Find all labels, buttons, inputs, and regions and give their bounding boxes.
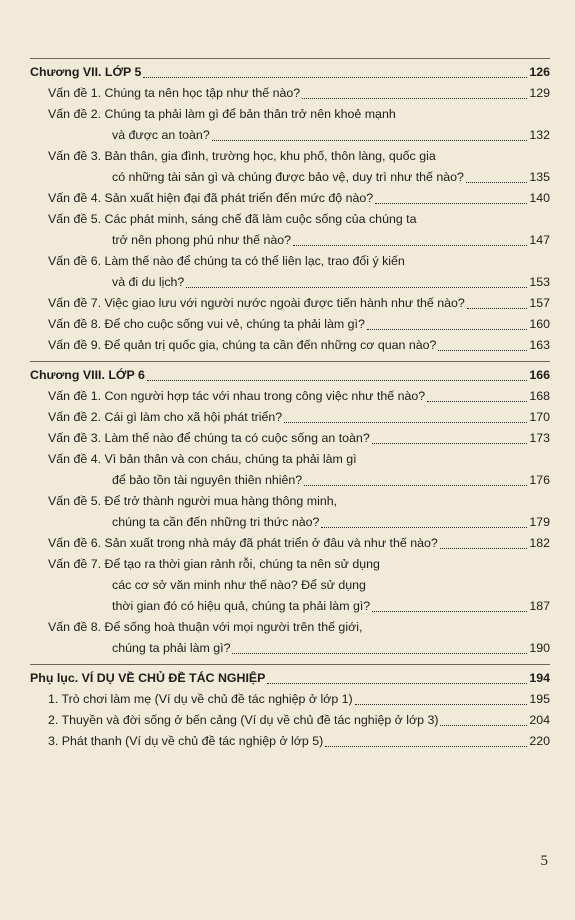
entry-page: 187 [529, 599, 550, 613]
toc-chapter [30, 361, 550, 659]
entry-page: 173 [529, 431, 550, 445]
entry-text: thời gian đó có hiệu quả, chúng ta phải làm gì? [112, 599, 371, 613]
entry-text: Vấn đề 7. Để tạo ra thời gian rảnh rỗi, chúng ta nên sử dụng [48, 557, 380, 571]
toc-entry[interactable] [30, 386, 550, 407]
entry-text: Vấn đề 1. Con người hợp tác với nhau trong công việc như thế nào? [48, 389, 426, 403]
entry-text: các cơ sở văn minh như thế nào? Để sử dụng [112, 578, 366, 592]
chapter-heading[interactable] [30, 61, 550, 83]
toc-entry-line [30, 470, 550, 491]
toc-entry-line [30, 710, 550, 731]
toc-entry[interactable] [30, 314, 550, 335]
toc-entry[interactable] [30, 104, 550, 146]
entry-text: để bảo tồn tài nguyên thiên nhiên? [112, 473, 303, 487]
chapter-title: Phụ lục. VÍ DỤ VỀ CHỦ ĐỀ TÁC NGHIỆP [30, 671, 266, 685]
dot-leader [267, 683, 527, 684]
toc-entry-line [30, 293, 550, 314]
toc-entry-line [30, 407, 550, 428]
entry-page: 135 [529, 170, 550, 184]
toc-entry-line [30, 83, 550, 104]
entry-page: 132 [529, 128, 550, 142]
entry-text: Vấn đề 8. Để sống hoà thuận với mọi người trên thế giới, [48, 620, 363, 634]
toc-entry[interactable] [30, 491, 550, 533]
toc-entry-line [30, 638, 550, 659]
toc-entry[interactable] [30, 407, 550, 428]
entry-page: 147 [529, 233, 550, 247]
chapter-page: 166 [529, 368, 550, 382]
toc-entry-line [30, 188, 550, 209]
entry-text: Vấn đề 4. Vì bản thân và con cháu, chúng ta phải làm gì [48, 452, 357, 466]
entry-text: có những tài sản gì và chúng được bảo vệ, duy trì như thế nào? [112, 170, 464, 184]
toc-entry[interactable] [30, 293, 550, 314]
entry-page: 129 [529, 86, 550, 100]
toc-entry-line [30, 596, 550, 617]
entry-page: 179 [529, 515, 550, 529]
toc-entry[interactable] [30, 251, 550, 293]
toc-entry[interactable] [30, 731, 550, 752]
toc-entry[interactable] [30, 335, 550, 356]
dot-leader [232, 653, 527, 654]
toc-chapter [30, 58, 550, 356]
entry-page: 163 [529, 338, 550, 352]
dot-leader [467, 308, 528, 309]
toc-entry[interactable] [30, 428, 550, 449]
entry-text: Vấn đề 2. Cái gì làm cho xã hội phát triển? [48, 410, 283, 424]
toc-entry-line [30, 125, 550, 146]
dot-leader [355, 704, 528, 705]
dot-leader [367, 329, 527, 330]
dot-leader [284, 422, 527, 423]
dot-leader [293, 245, 527, 246]
dot-leader [372, 443, 528, 444]
entry-page: 190 [529, 641, 550, 655]
entry-text: chúng ta phải làm gì? [112, 641, 231, 655]
dot-leader [466, 182, 527, 183]
chapter-title: Chương VIII. LỚP 6 [30, 368, 145, 382]
toc-entry[interactable] [30, 449, 550, 491]
entry-page: 220 [529, 734, 550, 748]
entry-text: Vấn đề 7. Việc giao lưu với người nước ngoài được tiến hành như thế nào? [48, 296, 465, 310]
entry-text: trở nên phong phú như thế nào? [112, 233, 292, 247]
toc-entry-line [30, 230, 550, 251]
toc-entry-line [30, 575, 550, 596]
toc-entry-line [30, 146, 550, 167]
entry-page: 176 [529, 473, 550, 487]
entry-text: Vấn đề 3. Bản thân, gia đình, trường học, khu phố, thôn làng, quốc gia [48, 149, 436, 163]
entry-page: 195 [529, 692, 550, 706]
entry-page: 168 [529, 389, 550, 403]
dot-leader [321, 527, 527, 528]
dot-leader [147, 380, 527, 381]
entry-text: 2. Thuyền và đời sống ở bến cảng (Ví dụ về chủ đề tác nghiệp ở lớp 3) [48, 713, 439, 727]
toc-entry-line [30, 554, 550, 575]
toc-entry[interactable] [30, 188, 550, 209]
entry-text: Vấn đề 5. Các phát minh, sáng chế đã làm cuộc sống của chúng ta [48, 212, 417, 226]
dot-leader [375, 203, 527, 204]
toc-entry[interactable] [30, 689, 550, 710]
toc-entry[interactable] [30, 83, 550, 104]
toc-entry-line [30, 533, 550, 554]
toc-entry-line [30, 251, 550, 272]
dot-leader [440, 548, 528, 549]
entry-page: 140 [529, 191, 550, 205]
dot-leader [212, 140, 528, 141]
page-number: 5 [540, 853, 548, 869]
chapter-heading[interactable] [30, 364, 550, 386]
dot-leader [427, 401, 527, 402]
toc-entry[interactable] [30, 617, 550, 659]
toc-entry[interactable] [30, 533, 550, 554]
toc-entry-line [30, 689, 550, 710]
dot-leader [304, 485, 527, 486]
toc-entry-line [30, 314, 550, 335]
entry-text: Vấn đề 2. Chúng ta phải làm gì để bản thân trở nên khoẻ mạnh [48, 107, 396, 121]
entry-page: 170 [529, 410, 550, 424]
dot-leader [325, 746, 527, 747]
toc-entry[interactable] [30, 209, 550, 251]
entry-text: Vấn đề 5. Để trở thành người mua hàng thông minh, [48, 494, 338, 508]
dot-leader [186, 287, 527, 288]
toc-entry-line [30, 617, 550, 638]
entry-page: 204 [529, 713, 550, 727]
entry-text: 1. Trò chơi làm mẹ (Ví dụ về chủ đề tác nghiệp ở lớp 1) [48, 692, 353, 706]
chapter-heading[interactable] [30, 667, 550, 689]
toc-entry-line [30, 491, 550, 512]
toc-chapter [30, 664, 550, 752]
entry-text: Vấn đề 1. Chúng ta nên học tập như thế nào? [48, 86, 301, 100]
dot-leader [143, 77, 527, 78]
entry-text: Vấn đề 9. Để quản trị quốc gia, chúng ta cần đến những cơ quan nào? [48, 338, 437, 352]
entry-text: và đi du lịch? [112, 275, 185, 289]
entry-page: 153 [529, 275, 550, 289]
entry-text: và được an toàn? [112, 128, 210, 142]
toc-entry[interactable] [30, 710, 550, 731]
toc-entry[interactable] [30, 146, 550, 188]
toc-entry-line [30, 731, 550, 752]
toc-entry-line [30, 335, 550, 356]
toc-entry-line [30, 428, 550, 449]
entry-page: 182 [529, 536, 550, 550]
dot-leader [302, 98, 527, 99]
entry-page: 160 [529, 317, 550, 331]
toc-entry-line [30, 512, 550, 533]
entry-page: 157 [529, 296, 550, 310]
chapter-page: 194 [529, 671, 550, 685]
chapter-title: Chương VII. LỚP 5 [30, 65, 142, 79]
toc-entry-line [30, 272, 550, 293]
entry-text: Vấn đề 6. Làm thế nào để chúng ta có thể liên lạc, trao đổi ý kiến [48, 254, 405, 268]
entry-text: chúng ta cần đến những tri thức nào? [112, 515, 320, 529]
toc-entry[interactable] [30, 554, 550, 617]
entry-text: 3. Phát thanh (Ví dụ về chủ đề tác nghiệp ở lớp 5) [48, 734, 324, 748]
toc-entry-line [30, 386, 550, 407]
toc-entry-line [30, 209, 550, 230]
chapter-page: 126 [529, 65, 550, 79]
entry-text: Vấn đề 6. Sản xuất trong nhà máy đã phát triển ở đâu và như thế nào? [48, 536, 438, 550]
toc-entry-line [30, 167, 550, 188]
entry-text: Vấn đề 4. Sản xuất hiện đại đã phát triển đến mức độ nào? [48, 191, 374, 205]
toc-entry-line [30, 449, 550, 470]
entry-text: Vấn đề 8. Để cho cuộc sống vui vẻ, chúng ta phải làm gì? [48, 317, 365, 331]
entry-text: Vấn đề 3. Làm thế nào để chúng ta có cuộc sống an toàn? [48, 431, 370, 445]
dot-leader [372, 611, 527, 612]
table-of-contents [30, 58, 550, 752]
dot-leader [440, 725, 527, 726]
toc-entry-line [30, 104, 550, 125]
dot-leader [438, 350, 527, 351]
